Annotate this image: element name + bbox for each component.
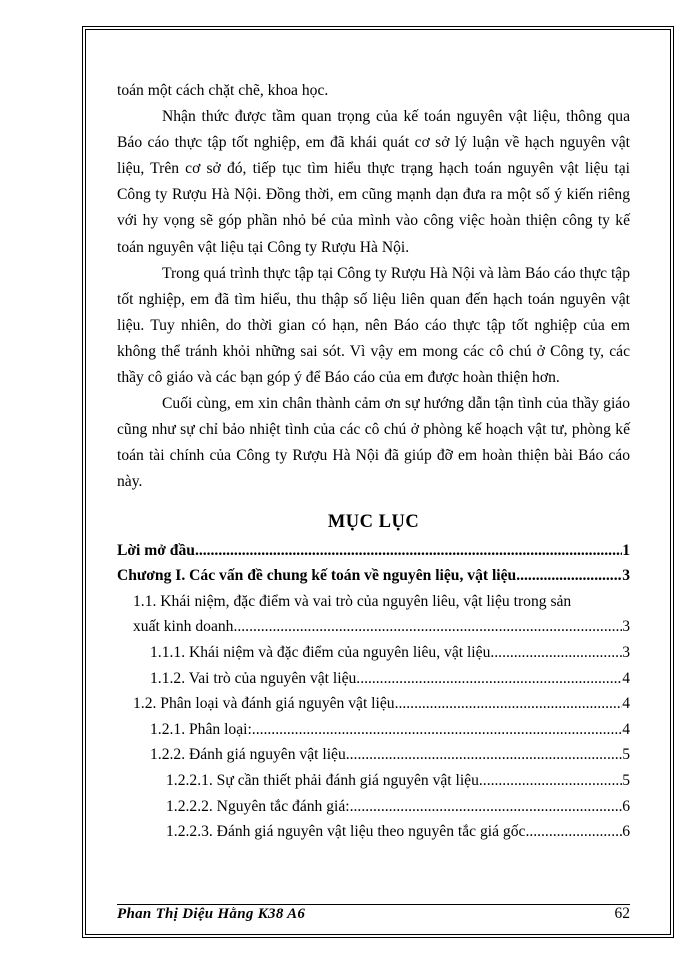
toc-entry-label: Chương I. Các vấn đề chung kế toán về nguyên liệu, vật liệu xyxy=(117,567,517,585)
toc-entry[interactable] xyxy=(117,589,630,640)
toc-leader xyxy=(350,794,623,820)
toc-entry[interactable] xyxy=(117,640,630,666)
toc-leader xyxy=(398,691,622,717)
toc-entry[interactable] xyxy=(117,794,630,820)
paragraph-acknowledgement-importance: Nhận thức được tầm quan trọng của kế toán nguyên vật liệu, thông qua Báo cáo thực tập tốt nghiệp, em đã khái quát cơ sở lý luận về hạch nguyên vật liệu, Trên cơ sở đó, tiếp tục tìm hiểu thực trạng hạch toán nguyên vật liệu tại Công ty Rượu Hà Nội. Đồng thời, em cũng mạnh dạn đưa ra một số ý kiến riêng với hy vọng sẽ góp phần nhỏ bé của mình vào công việc hoàn thiện công ty kế toán nguyên vật liệu tại Công ty Rượu Hà Nội. xyxy=(117,108,630,256)
toc-entry-label: 1.1.1. Khái niệm và đặc điểm của nguyên liêu, vật liệu. xyxy=(150,643,495,661)
body-text xyxy=(117,78,630,845)
toc-entry-label: 1.2. Phân loại và đánh giá nguyên vật liệu. xyxy=(133,695,399,713)
toc-entry-page: 1 xyxy=(622,541,630,559)
toc-leader xyxy=(494,640,622,666)
toc-entry[interactable] xyxy=(117,819,630,845)
toc-leader xyxy=(237,614,622,640)
toc-title: MỤC LỤC xyxy=(327,511,420,532)
toc-entry-page: 3 xyxy=(622,567,630,585)
toc-leader xyxy=(483,768,622,794)
table-of-contents xyxy=(117,538,630,845)
toc-entry-label: 1.2.2.3. Đánh giá nguyên vật liệu theo nguyên tắc giá gốc xyxy=(166,823,526,841)
toc-entry[interactable] xyxy=(117,563,630,589)
toc-entry-label: xuất kinh doanh. xyxy=(133,618,238,636)
paragraph-internship: Trong quá trình thực tập tại Công ty Rượu Hà Nội và làm Báo cáo thực tập tốt nghiệp, em đã tìm hiểu, thu thập số liệu liên quan đến hạch toán nguyên vật liệu. Tuy nhiên, do thời gian có hạn, nên Báo cáo thực tập tốt nghiệp của em không thể tránh khỏi những sai sót. Vì vậy em mong các cô chú ở Công ty, các thầy cô giáo và các bạn góp ý để Báo cáo của em được hoàn thiện hơn. xyxy=(117,264,630,387)
toc-leader xyxy=(525,819,622,845)
toc-entry-label: Lời mở đầu xyxy=(117,541,195,559)
toc-entry-page: 6 xyxy=(622,797,630,815)
toc-entry-page: 3 xyxy=(622,618,630,636)
paragraph-continuation: toán một cách chặt chẽ, khoa học. xyxy=(117,82,329,99)
toc-entry-label: 1.1.2. Vai trò của nguyên vật liệu. xyxy=(150,669,361,687)
toc-entry-line xyxy=(133,589,630,615)
toc-entry-page: 5 xyxy=(622,771,630,789)
toc-leader xyxy=(516,563,622,589)
toc-entry-page: 4 xyxy=(622,720,630,738)
toc-leader xyxy=(195,538,622,564)
toc-entry[interactable] xyxy=(117,691,630,717)
toc-entry-page: 3 xyxy=(622,643,630,661)
toc-leader xyxy=(350,742,623,768)
paragraph-thanks: Cuối cùng, em xin chân thành cảm ơn sự hướng dẫn tận tình của thầy giáo cũng như sự chỉ bảo nhiệt tình của các cô chú ở phòng kế hoạch vật tư, phòng kế toán tài chính của Công ty Rượu Hà Nội đã giúp đỡ em hoàn thiện bài Báo cáo này. xyxy=(117,395,630,491)
toc-entry-line xyxy=(133,614,630,640)
toc-leader xyxy=(360,666,622,692)
toc-entry[interactable] xyxy=(117,742,630,768)
toc-entry-label: 1.2.1. Phân loại: xyxy=(150,720,252,738)
toc-entry[interactable] xyxy=(117,717,630,743)
toc-leader xyxy=(252,717,622,743)
toc-entry-page: 4 xyxy=(622,695,630,713)
page-footer xyxy=(117,904,630,927)
toc-entry[interactable] xyxy=(117,538,630,564)
toc-entry-label: 1.2.2.2. Nguyên tắc đánh giá: xyxy=(166,797,350,815)
toc-entry-label: 1.1. Khái niệm, đặc điểm và vai trò của nguyên liêu, vật liệu trong sản xyxy=(133,592,572,610)
toc-entry-label: 1.2.2.1. Sự cần thiết phải đánh giá nguyên vật liệu. xyxy=(166,771,483,789)
toc-entry-page: 4 xyxy=(622,669,630,687)
toc-entry[interactable] xyxy=(117,768,630,794)
toc-entry-page: 6 xyxy=(622,823,630,841)
footer-author: Phan Thị Diệu Hằng K38 A6 xyxy=(117,906,306,922)
toc-entry[interactable] xyxy=(117,666,630,692)
toc-entry-label: 1.2.2. Đánh giá nguyên vật liệu. xyxy=(150,746,350,764)
toc-entry-page: 5 xyxy=(622,746,630,764)
footer-page-number: 62 xyxy=(614,905,630,922)
